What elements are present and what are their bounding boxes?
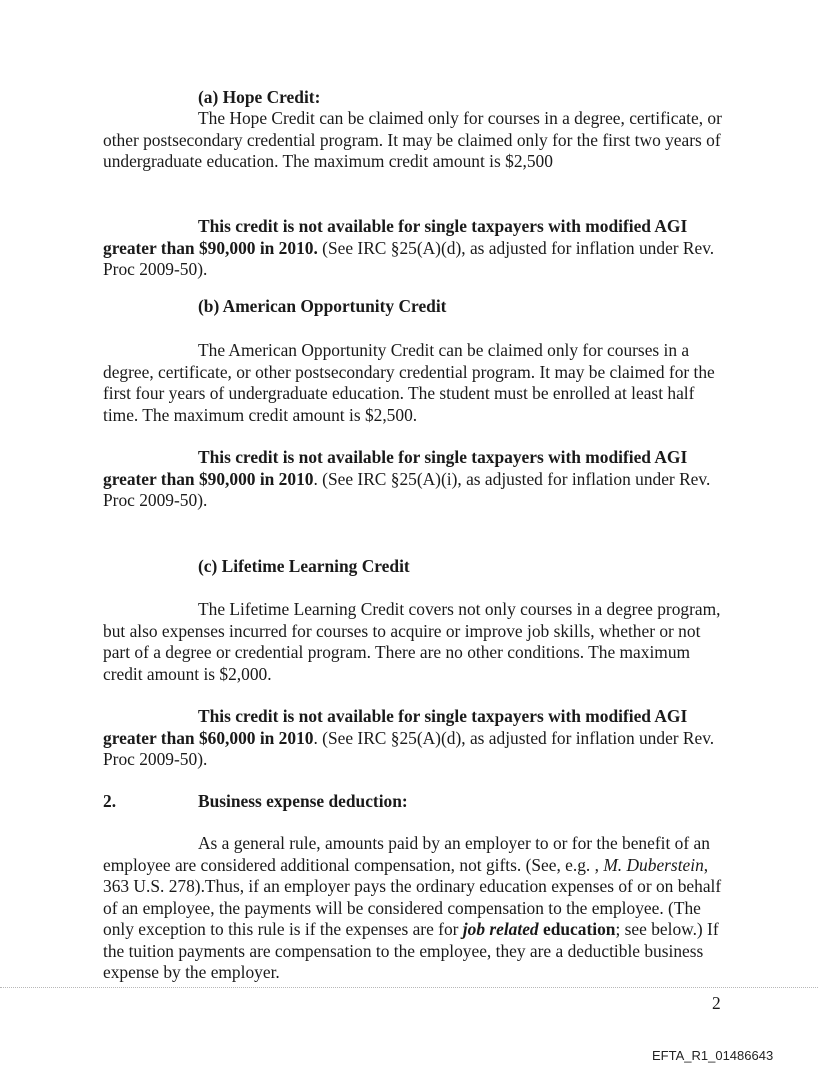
- hope-credit-body: [103, 108, 725, 173]
- hope-credit-text: The Hope Credit can be claimed only for courses in a degree, certificate, or other postsecondary credential program. It may be claimed only for the first two years of undergraduate education. The maximum credit amount is $2,500: [103, 108, 722, 171]
- business-expense-heading: [103, 791, 408, 813]
- lifetime-limit-bold: This credit is not available for single taxpayers with modified AGI greater than $60,000 in 2010: [103, 706, 688, 748]
- hope-limit-rest: (See IRC §25(A)(d), as adjusted for inflation under Rev. Proc 2009-50).: [103, 237, 715, 279]
- footer-rule: [0, 987, 818, 988]
- american-opportunity-limit-text: [103, 447, 725, 512]
- business-text-part1: As a general rule, amounts paid by an employer to or for the benefit of an employee are considered additional compensation, not gifts. (See, e.g. ,: [103, 833, 710, 875]
- lifetime-learning-heading: (c) Lifetime Learning Credit: [198, 556, 410, 576]
- business-expense-text: [103, 833, 725, 984]
- bates-number: EFTA_R1_01486643: [652, 1048, 774, 1063]
- lifetime-learning-limit: [103, 706, 725, 771]
- american-limit-rest: . (See IRC §25(A)(i), as adjusted for inflation under Rev. Proc 2009-50).: [103, 468, 711, 510]
- education-bold: education: [538, 919, 616, 939]
- business-text-part3: ; see below.) If the tuition payments are compensation to the employee, they are a deductible business expense by the employer.: [103, 919, 719, 982]
- american-opportunity-heading: (b) American Opportunity Credit: [198, 296, 447, 316]
- hope-credit-heading: (a) Hope Credit:: [198, 87, 321, 107]
- lifetime-learning-body: [103, 599, 725, 685]
- hope-credit-limit-text: [103, 216, 725, 281]
- lifetime-limit-rest: . (See IRC §25(A)(d), as adjusted for inflation under Rev. Proc 2009-50).: [103, 727, 715, 769]
- hope-credit-limit: [103, 216, 725, 281]
- section-number: 2.: [103, 791, 117, 811]
- american-limit-bold: This credit is not available for single taxpayers with modified AGI greater than $90,000 in 2010: [103, 447, 688, 489]
- section-title: Business expense deduction:: [198, 791, 408, 811]
- hope-limit-bold: This credit is not available for single taxpayers with modified AGI greater than $90,000 in 2010.: [103, 216, 688, 258]
- business-expense-body: [103, 833, 725, 984]
- american-opportunity-limit: [103, 447, 725, 512]
- american-opportunity-text: The American Opportunity Credit can be claimed only for courses in a degree, certificate, or other postsecondary credential program. It may be claimed for the first four years of undergraduate education. The student must be enrolled at least half time. The maximum credit amount is $2,500.: [103, 340, 715, 425]
- page-number: 2: [712, 993, 721, 1013]
- lifetime-learning-text: The Lifetime Learning Credit covers not only courses in a degree program, but also expenses incurred for courses to acquire or improve job skills, whether or not part of a degree or credential program. There are no other conditions. The maximum credit amount is $2,000.: [103, 599, 721, 684]
- business-text-part2: , 363 U.S. 278).Thus, if an employer pays the ordinary education expenses of or on behalf of an employee, the payments will be considered compensation to the employee. (The only exception to this rule is if the expenses are for: [103, 854, 722, 939]
- job-related-emphasis: job related: [462, 919, 539, 939]
- american-opportunity-body: [103, 340, 725, 426]
- case-citation: M. Duberstein: [603, 854, 704, 875]
- lifetime-learning-limit-text: [103, 706, 725, 771]
